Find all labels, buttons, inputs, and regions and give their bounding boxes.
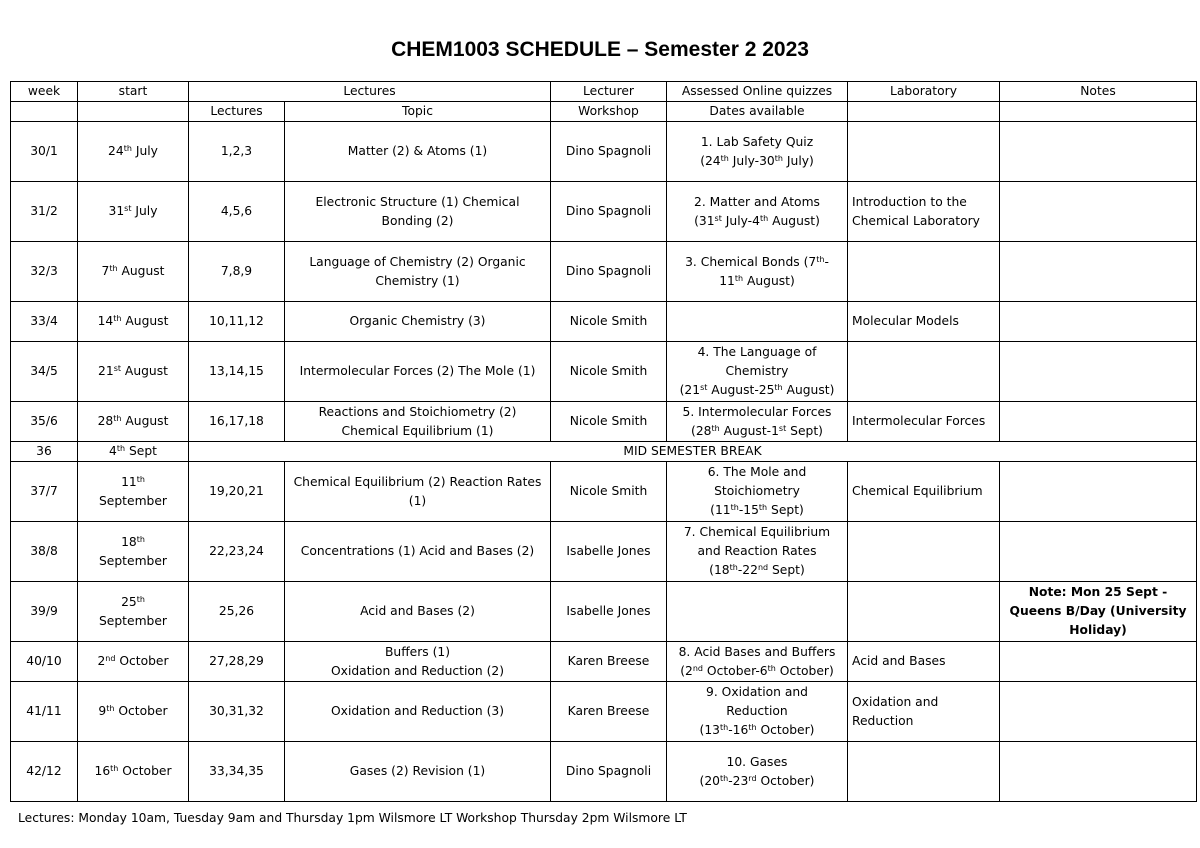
schedule-row — [11, 182, 1197, 242]
schedule-row — [11, 462, 1197, 522]
ordinal-suffix: th — [720, 153, 729, 163]
quiz-cell — [667, 402, 848, 442]
topic-cell: Gases (2) Revision (1) — [285, 742, 551, 802]
lab-cell — [848, 342, 1000, 402]
ordinal-suffix: nd — [105, 654, 116, 663]
ordinal-suffix: nd — [692, 663, 704, 673]
week-cell: 30/1 — [11, 122, 78, 182]
lecture-numbers: 10,11,12 — [189, 302, 285, 342]
lecturer-cell: Nicole Smith — [551, 342, 667, 402]
schedule-row — [11, 342, 1197, 402]
lab-cell: Oxidation and Reduction — [848, 682, 1000, 742]
week-cell: 41/11 — [11, 682, 78, 742]
quiz-line: 7. Chemical Equilibrium — [683, 525, 831, 539]
ordinal-suffix: th — [734, 273, 744, 283]
ordinal-suffix: th — [720, 723, 729, 732]
lecture-numbers: 4,5,6 — [189, 182, 285, 242]
schedule-row — [11, 642, 1197, 682]
start-cell: 4th Sept — [78, 442, 189, 462]
quiz-line: (11th-15th Sept) — [710, 503, 804, 517]
lecture-numbers: 1,2,3 — [189, 122, 285, 182]
ordinal-suffix: th — [759, 213, 769, 223]
ordinal-suffix: th — [774, 153, 783, 163]
start-cell: 14th August — [78, 302, 189, 342]
quiz-cell — [667, 742, 848, 802]
lab-cell — [848, 742, 1000, 802]
quiz-line: 2. Matter and Atoms — [694, 194, 820, 209]
quiz-line: (31st July-4th August) — [694, 213, 820, 228]
topic-cell: Acid and Bases (2) — [285, 582, 551, 642]
lab-cell — [848, 242, 1000, 302]
lab-cell: Acid and Bases — [848, 642, 1000, 682]
page-title: CHEM1003 SCHEDULE – Semester 2 2023 — [391, 38, 809, 61]
notes-cell — [1000, 342, 1197, 402]
subheader-row — [11, 102, 1197, 122]
ordinal-suffix: th — [729, 563, 738, 572]
week-cell: 33/4 — [11, 302, 78, 342]
notes-cell — [1000, 182, 1197, 242]
quiz-cell — [667, 462, 848, 522]
lecture-numbers: 27,28,29 — [189, 642, 285, 682]
quiz-line: (28th August-1st Sept) — [691, 423, 823, 438]
notes-cell — [1000, 402, 1197, 442]
topic-cell: Chemical Equilibrium (2) Reaction Rates (1) — [285, 462, 551, 522]
lecturer-cell: Nicole Smith — [551, 462, 667, 522]
schedule-table — [10, 81, 1197, 802]
subheader-topic: Topic — [285, 102, 551, 122]
quiz-line: 4. The Language of — [697, 345, 817, 359]
quiz-line: (20th-23rd October) — [699, 773, 815, 788]
schedule-row — [11, 122, 1197, 182]
lab-cell — [848, 122, 1000, 182]
header-notes: Notes — [1000, 82, 1197, 102]
quiz-cell — [667, 122, 848, 182]
lab-cell — [848, 522, 1000, 582]
quiz-line: 9. Oxidation and — [706, 685, 808, 699]
quiz-line: (13th-16th October) — [699, 723, 815, 737]
quiz-cell — [667, 242, 848, 302]
schedule-row — [11, 302, 1197, 342]
lecturer-cell: Karen Breese — [551, 642, 667, 682]
week-cell: 35/6 — [11, 402, 78, 442]
ordinal-suffix: st — [700, 383, 708, 392]
start-cell: 7th August — [78, 242, 189, 302]
notes-cell — [1000, 302, 1197, 342]
schedule-row — [11, 682, 1197, 742]
ordinal-suffix: th — [816, 254, 825, 264]
quiz-line: (24th July-30th July) — [700, 153, 814, 168]
quiz-line: Chemistry — [725, 364, 789, 378]
week-cell: 37/7 — [11, 462, 78, 522]
lecturer-cell: Karen Breese — [551, 682, 667, 742]
week-cell: 40/10 — [11, 642, 78, 682]
ordinal-suffix: st — [714, 213, 722, 223]
start-cell: 31st July — [78, 182, 189, 242]
start-cell: 25th September — [78, 582, 189, 642]
topic-cell: Oxidation and Reduction (3) — [285, 682, 551, 742]
ordinal-suffix: th — [136, 534, 145, 544]
notes-cell: Note: Mon 25 Sept - Queens B/Day (University Holiday) — [1000, 582, 1197, 642]
ordinal-suffix: st — [113, 364, 121, 373]
header-lecturer: Lecturer — [551, 82, 667, 102]
topic-cell: Buffers (1) Oxidation and Reduction (2) — [285, 642, 551, 682]
quiz-line: (2nd October-6th October) — [680, 663, 834, 678]
lecturer-cell: Isabelle Jones — [551, 522, 667, 582]
start-cell: 9th October — [78, 682, 189, 742]
ordinal-suffix: th — [719, 773, 729, 783]
header-lectures: Lectures — [189, 82, 551, 102]
ordinal-suffix: th — [711, 423, 720, 433]
lecture-numbers: 33,34,35 — [189, 742, 285, 802]
ordinal-suffix: th — [106, 704, 115, 713]
subheader-dates: Dates available — [667, 102, 848, 122]
lecture-numbers: 25,26 — [189, 582, 285, 642]
ordinal-suffix: th — [136, 474, 145, 484]
notes-cell — [1000, 522, 1197, 582]
lecture-numbers: 16,17,18 — [189, 402, 285, 442]
quiz-cell — [667, 342, 848, 402]
topic-cell: Electronic Structure (1) Chemical Bonding (2) — [285, 182, 551, 242]
header-laboratory: Laboratory — [848, 82, 1000, 102]
start-cell: 21st August — [78, 342, 189, 402]
start-cell: 2nd October — [78, 642, 189, 682]
lecture-numbers: 22,23,24 — [189, 522, 285, 582]
start-cell: 28th August — [78, 402, 189, 442]
ordinal-suffix: th — [109, 264, 118, 273]
quiz-cell — [667, 682, 848, 742]
week-cell: 38/8 — [11, 522, 78, 582]
quiz-line: (18th-22nd Sept) — [709, 563, 805, 577]
schedule-row — [11, 582, 1197, 642]
quiz-cell — [667, 582, 848, 642]
notes-cell — [1000, 462, 1197, 522]
schedule-row — [11, 402, 1197, 442]
header-week: week — [11, 82, 78, 102]
quiz-line: 8. Acid Bases and Buffers — [678, 644, 836, 659]
quiz-cell — [667, 642, 848, 682]
lecturer-cell: Dino Spagnoli — [551, 242, 667, 302]
quiz-line: and Reaction Rates — [697, 544, 817, 558]
week-cell: 36 — [11, 442, 78, 462]
lecture-numbers: 7,8,9 — [189, 242, 285, 302]
header-quizzes: Assessed Online quizzes — [667, 82, 848, 102]
ordinal-suffix: th — [113, 314, 122, 323]
quiz-line: Stoichiometry — [714, 484, 800, 498]
ordinal-suffix: th — [110, 764, 119, 773]
topic-cell: Reactions and Stoichiometry (2) Chemical Equilibrium (1) — [285, 402, 551, 442]
week-cell: 34/5 — [11, 342, 78, 402]
ordinal-suffix: th — [774, 383, 783, 392]
schedule-row — [11, 522, 1197, 582]
quiz-line: (21st August-25th August) — [679, 383, 835, 397]
week-cell: 31/2 — [11, 182, 78, 242]
topic-cell: Matter (2) & Atoms (1) — [285, 122, 551, 182]
ordinal-suffix: th — [748, 723, 757, 732]
quiz-line: 1. Lab Safety Quiz — [700, 134, 814, 149]
ordinal-suffix: st — [778, 423, 787, 433]
lecture-numbers: 30,31,32 — [189, 682, 285, 742]
lecturer-cell: Dino Spagnoli — [551, 182, 667, 242]
schedule-row — [11, 242, 1197, 302]
topic-cell: Language of Chemistry (2) Organic Chemistry (1) — [285, 242, 551, 302]
notes-cell — [1000, 742, 1197, 802]
ordinal-suffix: th — [113, 414, 122, 423]
week-cell: 32/3 — [11, 242, 78, 302]
notes-cell — [1000, 242, 1197, 302]
lab-cell: Molecular Models — [848, 302, 1000, 342]
quiz-cell — [667, 522, 848, 582]
ordinal-suffix: st — [124, 204, 132, 213]
topic-cell: Organic Chemistry (3) — [285, 302, 551, 342]
ordinal-suffix: th — [116, 444, 126, 453]
quiz-line: 6. The Mole and — [707, 465, 807, 479]
start-cell: 18th September — [78, 522, 189, 582]
ordinal-suffix: nd — [757, 563, 769, 572]
lab-cell: Introduction to the Chemical Laboratory — [848, 182, 1000, 242]
mid-semester-break: MID SEMESTER BREAK — [189, 442, 1197, 462]
quiz-cell — [667, 302, 848, 342]
notes-cell — [1000, 642, 1197, 682]
week-cell: 39/9 — [11, 582, 78, 642]
header-row — [11, 82, 1197, 102]
topic-cell: Concentrations (1) Acid and Bases (2) — [285, 522, 551, 582]
ordinal-suffix: th — [767, 663, 776, 673]
lab-cell — [848, 582, 1000, 642]
lecture-numbers: 19,20,21 — [189, 462, 285, 522]
quiz-line: 10. Gases — [726, 754, 788, 769]
ordinal-suffix: th — [123, 144, 132, 153]
lab-cell: Chemical Equilibrium — [848, 462, 1000, 522]
quiz-cell — [667, 182, 848, 242]
quiz-line: Reduction — [726, 704, 788, 718]
ordinal-suffix: rd — [748, 773, 757, 783]
start-cell: 16th October — [78, 742, 189, 802]
quiz-line: 5. Intermolecular Forces — [682, 404, 832, 419]
start-cell: 11th September — [78, 462, 189, 522]
ordinal-suffix: th — [730, 503, 739, 512]
lecturer-cell: Dino Spagnoli — [551, 122, 667, 182]
ordinal-suffix: th — [758, 503, 768, 512]
quiz-line: 11th August) — [719, 273, 795, 288]
lecturer-cell: Dino Spagnoli — [551, 742, 667, 802]
lecture-numbers: 13,14,15 — [189, 342, 285, 402]
lecturer-cell: Isabelle Jones — [551, 582, 667, 642]
quiz-line: 3. Chemical Bonds (7th- — [685, 254, 829, 269]
subheader-lectures: Lectures — [189, 102, 285, 122]
schedule-row — [11, 442, 1197, 462]
notes-cell — [1000, 682, 1197, 742]
ordinal-suffix: th — [136, 594, 145, 604]
week-cell: 42/12 — [11, 742, 78, 802]
notes-cell — [1000, 122, 1197, 182]
topic-cell: Intermolecular Forces (2) The Mole (1) — [285, 342, 551, 402]
start-cell: 24th July — [78, 122, 189, 182]
lecturer-cell: Nicole Smith — [551, 302, 667, 342]
lecturer-cell: Nicole Smith — [551, 402, 667, 442]
subheader-workshop: Workshop — [551, 102, 667, 122]
footer-note: Lectures: Monday 10am, Tuesday 9am and Thursday 1pm Wilsmore LT Workshop Thursday 2pm Wilsmore LT — [18, 811, 687, 825]
schedule-row — [11, 742, 1197, 802]
header-start: start — [78, 82, 189, 102]
lab-cell: Intermolecular Forces — [848, 402, 1000, 442]
